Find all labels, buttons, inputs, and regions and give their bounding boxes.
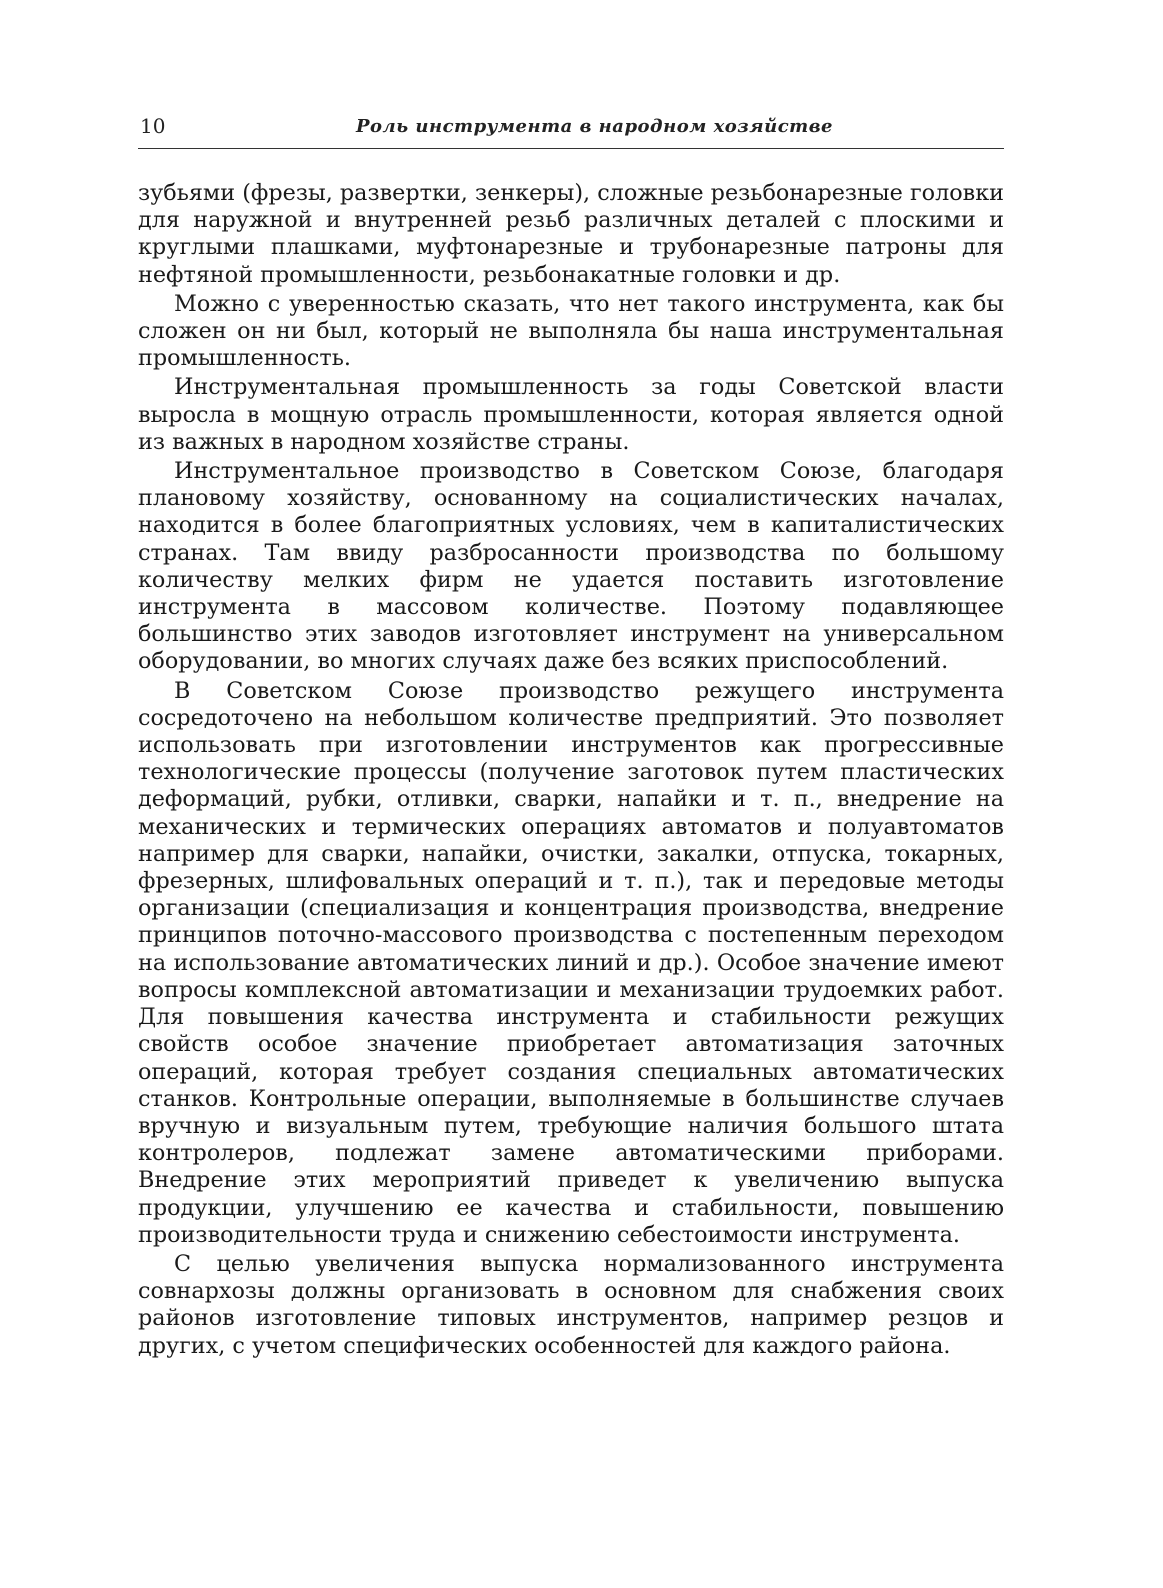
page-number: 10	[140, 114, 166, 138]
paragraph: Можно с уверенностью сказать, что нет такого инструмента, как бы сложен он ни был, который не выполняла бы наша инструментальная промышленность.	[138, 290, 1004, 372]
header-rule	[138, 148, 1004, 149]
paragraph: В Советском Союзе производство режущего инструмента сосредоточено на небольшом количестве предприятий. Это позволяет использовать при изготовлении инструментов как прогрессивные технологические процессы (получение заготовок путем пластических деформаций, рубки, отливки, сварки, напайки и т. п., внедрение на механических и термических операциях автоматов и полуавтоматов например для сварки, напайки, очистки, закалки, отпуска, токарных, фрезерных, шлифовальных операций и т. п.), так и передовые методы организации (специализация и концентрация производства, внедрение принципов поточно-массового производства с постепенным переходом на использование автоматических линий и др.). Особое значение имеют вопросы комплексной автоматизации и механизации трудоемких работ. Для повышения качества инструмента и стабильности режущих свойств особое значение приобретает автоматизация заточных операций, которая требует создания специальных автоматических станков. Контрольные операции, выполняемые в большинстве случаев вручную и визуальным путем, требующие наличия большого штата контролеров, подлежат замене автоматическими приборами. Внедрение этих мероприятий приведет к увеличению выпуска продукции, улучшению ее качества и стабильности, повышению производительности труда и снижению себестоимости инструмента.	[138, 677, 1004, 1248]
paragraph: Инструментальное производство в Советском Союзе, благодаря плановому хозяйству, основанному на социалистических началах, находится в более благоприятных условиях, чем в капиталистических странах. Там ввиду разбросанности производства по большому количеству мелких фирм не удается поставить изготовление инструмента в массовом количестве. Поэтому подавляющее большинство этих заводов изготовляет инструмент на универсальном оборудовании, во многих случаях даже без всяких приспособлений.	[138, 458, 1004, 675]
running-title: Роль инструмента в народном хозяйстве	[356, 116, 833, 137]
paragraph: Инструментальная промышленность за годы Советской власти выросла в мощную отрасль промышленности, которая является одной из важных в народном хозяйстве страны.	[138, 374, 1004, 455]
page-header	[138, 108, 1018, 138]
book-page	[138, 108, 1018, 1359]
paragraph-continued: зубьями (фрезы, развертки, зенкеры), сложные резьбонарезные головки для наружной и внутренней резьб различных деталей с плоскими и круглыми плашками, муфтонарезные и трубонарезные патроны для нефтяной промышленности, резьбонакатные головки и др.	[138, 180, 1005, 288]
body-text	[138, 180, 1004, 1362]
paragraph: С целью увеличения выпуска нормализованного инструмента совнархозы должны организовать в основном для снабжения своих районов изготовление типовых инструментов, например резцов и других, с учетом специфических особенностей для каждого района.	[138, 1250, 1004, 1359]
